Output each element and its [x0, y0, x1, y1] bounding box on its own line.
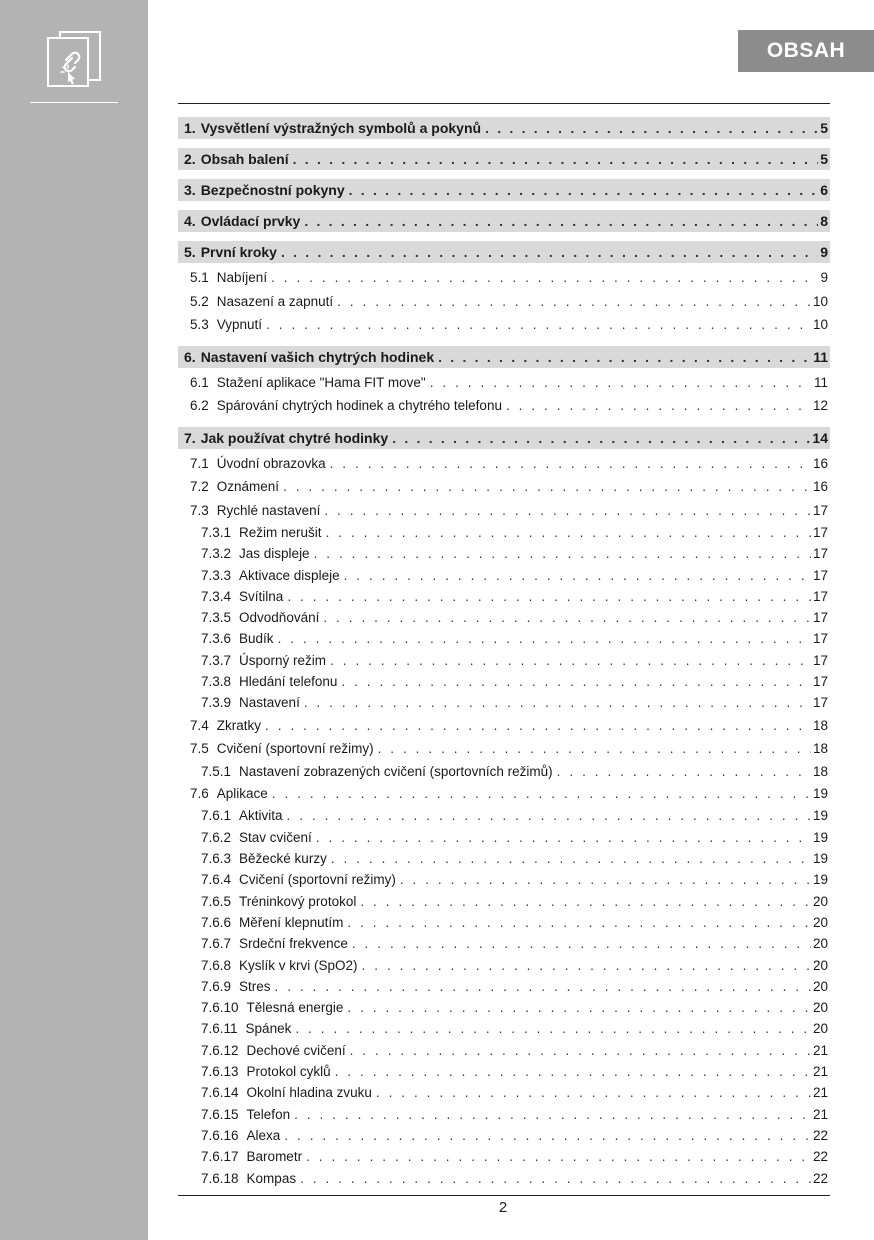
dot-leader [557, 761, 811, 782]
toc-entry-title: Odvodňování [239, 610, 320, 626]
toc-entry[interactable] [178, 543, 830, 564]
toc-entry[interactable] [178, 499, 830, 523]
dot-leader [323, 607, 811, 628]
toc-entry-page: 5 [820, 151, 828, 167]
toc-entry-label [190, 714, 265, 738]
dot-leader [347, 912, 811, 933]
toc-entry-page: 8 [820, 213, 828, 229]
dot-leader [347, 997, 811, 1018]
toc-entry-label [201, 565, 344, 586]
toc-entry[interactable] [178, 266, 830, 290]
toc-entry-page: 16 [812, 479, 828, 494]
toc-entry-title: Úvodní obrazovka [216, 455, 326, 471]
toc-entry-title: Stažení aplikace "Hama FIT move" [216, 374, 426, 390]
table-of-contents [178, 103, 830, 1189]
toc-chapter-entry[interactable] [178, 427, 830, 449]
toc-entry-label [201, 586, 287, 607]
dot-leader [392, 427, 810, 449]
toc-entry-page: 22 [812, 1127, 828, 1143]
toc-entry-page: 19 [812, 808, 828, 824]
toc-entry-page: 20 [812, 978, 828, 994]
toc-entry-label [184, 179, 349, 201]
toc-entry[interactable] [178, 976, 830, 997]
toc-entry-label [201, 1061, 335, 1082]
toc-entry-number: 7.5 [190, 741, 209, 757]
sidebar-divider [30, 102, 118, 103]
toc-entry-number: 7.3 [190, 502, 209, 518]
toc-entry-title: Režim nerušit [239, 525, 322, 540]
toc-entry-number: 1. [184, 120, 196, 136]
toc-entry-number: 7.6 [190, 785, 209, 801]
toc-entry-title: Dechové cvičení [246, 1042, 346, 1058]
section-title-tab: OBSAH [738, 30, 874, 72]
toc-entry-title: Bezpečnostní pokyny [200, 182, 345, 198]
toc-entry-page: 19 [812, 829, 828, 845]
toc-entry[interactable] [178, 1104, 830, 1125]
toc-entry-number: 7.3.9 [201, 695, 232, 711]
toc-entry-title: Obsah balení [200, 151, 289, 167]
toc-entry-number: 5. [184, 244, 196, 260]
dot-leader [304, 692, 811, 713]
toc-entry-number: 7.6.1 [201, 808, 232, 824]
toc-entry-page: 18 [812, 763, 828, 779]
toc-entry-number: 7.3.7 [201, 652, 232, 668]
toc-entry-number: 7.6.9 [201, 978, 232, 994]
toc-entry-title: Tréninkový protokol [239, 893, 357, 909]
toc-entry-number: 7.3.8 [201, 674, 232, 690]
toc-entry-title: Okolní hladina zvuku [246, 1085, 372, 1101]
dot-leader [287, 586, 811, 607]
dot-leader [281, 241, 818, 263]
toc-entry[interactable] [178, 671, 830, 692]
dot-leader [316, 827, 811, 848]
toc-entry-page: 21 [812, 1085, 828, 1101]
toc-entry-title: Cvičení (sportovní režimy) [239, 872, 396, 888]
toc-entry-number: 7.6.18 [201, 1170, 239, 1186]
toc-entry-title: Tělesná energie [246, 1000, 344, 1016]
toc-entry-label [201, 1168, 300, 1189]
toc-chapter-entry[interactable] [178, 148, 830, 170]
dot-leader [438, 346, 811, 368]
dot-leader [330, 650, 811, 671]
toc-entry-label [190, 394, 506, 418]
toc-entry-title: Aktivita [239, 808, 283, 824]
toc-entry[interactable] [178, 805, 830, 826]
dot-leader [283, 475, 811, 499]
toc-entry-number: 7.6.11 [201, 1021, 238, 1037]
toc-entry-page: 9 [820, 244, 828, 260]
toc-entry-number: 7.6.5 [201, 893, 232, 909]
toc-entry-label [201, 1040, 350, 1061]
toc-entry-title: Spárování chytrých hodinek a chytrého telefonu [216, 398, 502, 413]
dot-leader [341, 671, 811, 692]
toc-entry[interactable] [178, 1168, 830, 1189]
toc-entry[interactable] [178, 955, 830, 976]
toc-chapter-entry[interactable] [178, 179, 830, 201]
toc-entry-label [201, 671, 341, 692]
toc-entry-page: 17 [812, 525, 828, 540]
toc-entry-title: Cvičení (sportovní režimy) [216, 741, 374, 757]
toc-entry[interactable] [178, 827, 830, 848]
toc-entry-page: 17 [812, 610, 828, 626]
toc-entry-title: Alexa [246, 1127, 281, 1143]
toc-entry-title: Telefon [246, 1106, 291, 1122]
toc-entry-number: 6.2 [190, 398, 209, 413]
toc-entry-title: Jak používat chytré hodinky [200, 429, 389, 446]
dot-leader [271, 266, 818, 290]
dot-leader [266, 313, 811, 337]
toc-entry-page: 18 [812, 741, 828, 757]
toc-entry-label [201, 891, 360, 912]
toc-entry-number: 7.6.15 [201, 1106, 239, 1122]
toc-entry-number: 5.1 [190, 270, 209, 285]
toc-entry-page: 17 [812, 695, 828, 711]
toc-entry-number: 7.3.2 [201, 546, 232, 562]
toc-entry-page: 17 [812, 567, 828, 583]
toc-entry-number: 6. [184, 348, 196, 365]
toc-entry-page: 17 [812, 674, 828, 690]
toc-entry-number: 7.6.7 [201, 936, 232, 952]
toc-entry-number: 7.3.6 [201, 631, 232, 647]
dot-leader [295, 1018, 811, 1039]
toc-entry-page: 11 [813, 348, 828, 365]
toc-entry-title: Spánek [245, 1021, 292, 1037]
toc-entry-page: 17 [812, 652, 828, 668]
toc-entry-page: 20 [812, 957, 828, 973]
toc-entry-page: 12 [812, 398, 828, 413]
toc-entry[interactable] [178, 586, 830, 607]
toc-entry-page: 11 [813, 374, 828, 390]
toc-entry[interactable] [178, 313, 830, 337]
dot-leader [376, 1082, 811, 1103]
toc-entry-title: Aplikace [216, 785, 268, 801]
toc-entry[interactable] [178, 290, 830, 314]
dot-leader [284, 1125, 811, 1146]
toc-entry[interactable] [178, 997, 830, 1018]
toc-entry-number: 6.1 [190, 374, 209, 390]
toc-entry-page: 18 [812, 717, 828, 733]
toc-chapter-entry[interactable] [178, 346, 830, 368]
toc-entry-label [201, 976, 275, 997]
toc-entry-page: 19 [812, 785, 828, 801]
toc-entry-title: Nastavení vašich chytrých hodinek [200, 348, 435, 365]
toc-entry-number: 7.6.4 [201, 872, 232, 888]
toc-entry[interactable] [178, 933, 830, 954]
toc-entry-number: 7.6.13 [201, 1064, 239, 1080]
toc-entry-label [201, 1082, 376, 1103]
toc-entry-number: 7.6.3 [201, 851, 232, 867]
toc-entry-title: Svítilna [239, 588, 284, 604]
toc-entry[interactable] [178, 452, 830, 476]
dot-leader [400, 869, 811, 890]
toc-entry[interactable] [178, 371, 830, 395]
dot-leader [326, 522, 811, 543]
toc-entry-number: 7.6.10 [201, 1000, 239, 1016]
toc-entry-number: 7.6.6 [201, 914, 232, 930]
dot-leader [293, 148, 819, 170]
toc-entry-title: Srdeční frekvence [239, 936, 348, 952]
toc-entry[interactable] [178, 607, 830, 628]
toc-entry-page: 22 [812, 1170, 828, 1186]
toc-entry-number: 3. [184, 182, 196, 198]
toc-entry-number: 4. [184, 213, 196, 229]
toc-entry-page: 17 [812, 588, 828, 604]
toc-entry-title: Vypnutí [216, 317, 263, 332]
toc-entry-page: 5 [820, 120, 828, 136]
toc-entry[interactable] [178, 848, 830, 869]
toc-entry-label [201, 997, 347, 1018]
toc-entry-page: 21 [812, 1064, 828, 1080]
toc-entry-number: 7.3.5 [201, 610, 232, 626]
toc-entry-label [190, 475, 283, 499]
toc-entry-page: 10 [812, 293, 828, 309]
toc-entry-title: Nabíjení [216, 270, 268, 285]
toc-entry-label [201, 1018, 295, 1039]
dot-leader [335, 1061, 811, 1082]
toc-entry-page: 17 [812, 546, 828, 562]
toc-entry-number: 5.2 [190, 293, 209, 309]
toc-entry-number: 7. [184, 429, 196, 446]
toc-entry-label [190, 371, 430, 395]
toc-entry-page: 9 [820, 270, 828, 285]
toc-entry-title: Měření klepnutím [239, 914, 344, 930]
toc-entry-title: Kompas [246, 1170, 297, 1186]
sidebar [0, 0, 148, 1240]
toc-entry-label [201, 848, 331, 869]
toc-entry-title: Stres [239, 978, 271, 994]
toc-entry-title: Kyslík v krvi (SpO2) [239, 957, 358, 973]
toc-entry-number: 7.6.2 [201, 829, 232, 845]
toc-entry-label [201, 1146, 306, 1167]
toc-entry-label [190, 266, 271, 290]
toc-entry-number: 7.6.12 [201, 1042, 239, 1058]
toc-entry-number: 7.6.16 [201, 1127, 239, 1143]
toc-entry[interactable] [178, 692, 830, 713]
toc-entry-label [190, 737, 378, 761]
toc-entry-label [184, 346, 438, 368]
toc-entry[interactable] [178, 714, 830, 738]
toc-entry-title: Protokol cyklů [246, 1064, 331, 1080]
toc-entry[interactable] [178, 869, 830, 890]
dot-leader [300, 1168, 811, 1189]
dot-leader [265, 714, 811, 738]
toc-entry-page: 17 [812, 631, 828, 647]
toc-entry-number: 2. [184, 151, 196, 167]
toc-entry-label [184, 117, 485, 139]
toc-entry[interactable] [178, 1082, 830, 1103]
toc-entry[interactable] [178, 912, 830, 933]
toc-entry-title: Hledání telefonu [239, 674, 338, 690]
footer-divider [178, 1195, 830, 1196]
toc-chapter-entry[interactable] [178, 117, 830, 139]
toc-entry-number: 7.4 [190, 717, 209, 733]
toc-entry-title: Jas displeje [239, 546, 310, 562]
toc-entry-title: Úsporný režim [239, 652, 327, 668]
toc-entry[interactable] [178, 1061, 830, 1082]
toc-entry-number: 7.5.1 [201, 763, 232, 779]
toc-entry-title: Zkratky [216, 717, 262, 733]
toc-entry[interactable] [178, 1040, 830, 1061]
dot-leader [287, 805, 811, 826]
toc-entry-page: 19 [812, 872, 828, 888]
dot-leader [352, 933, 811, 954]
dot-leader [275, 976, 811, 997]
toc-entry[interactable] [178, 650, 830, 671]
toc-entry-title: Oznámení [216, 479, 280, 494]
dot-leader [360, 891, 811, 912]
toc-entry-label [201, 1104, 294, 1125]
toc-entry-page: 20 [812, 1000, 828, 1016]
toc-entry-label [190, 782, 272, 806]
toc-entry-title: Barometr [246, 1149, 303, 1165]
dot-leader [506, 394, 811, 418]
toc-entry-label [184, 427, 392, 449]
dot-leader [272, 782, 811, 806]
toc-entry-number: 5.3 [190, 317, 209, 332]
page-number: 2 [498, 1199, 508, 1216]
toc-entry[interactable] [178, 1146, 830, 1167]
toc-entry-label [201, 522, 326, 543]
toc-entry-label [201, 628, 278, 649]
toc-entry-page: 6 [820, 182, 828, 198]
toc-entry-label [184, 148, 293, 170]
toc-entry-title: Nasazení a zapnutí [216, 293, 334, 309]
toc-entry-number: 7.3.1 [201, 525, 232, 540]
toc-entry-label [201, 869, 400, 890]
toc-entry-label [201, 955, 362, 976]
toc-entry-title: Stav cvičení [239, 829, 312, 845]
dot-leader [485, 117, 818, 139]
dot-leader [294, 1104, 811, 1125]
toc-entry-number: 7.6.14 [201, 1085, 239, 1101]
toc-entry-number: 7.6.17 [201, 1149, 239, 1165]
toc-entry-label [201, 607, 323, 628]
toc-entry-title: Ovládací prvky [200, 213, 301, 229]
toc-entry-label [184, 210, 304, 232]
toc-entry-label [190, 290, 337, 314]
toc-entry-page: 14 [812, 429, 828, 446]
dot-leader [314, 543, 811, 564]
toc-entry-label [201, 912, 347, 933]
toc-entry-label [190, 313, 266, 337]
toc-entry-page: 21 [812, 1042, 828, 1058]
toc-entry[interactable] [178, 737, 830, 761]
dot-leader [331, 848, 811, 869]
toc-entry[interactable] [178, 1125, 830, 1146]
toc-entry-title: Vysvětlení výstražných symbolů a pokynů [200, 120, 482, 136]
toc-entry-title: Aktivace displeje [239, 567, 340, 583]
toc-entry-title: První kroky [200, 244, 277, 260]
toc-entry-label [201, 827, 316, 848]
dot-leader [330, 452, 811, 476]
toc-entry-title: Rychlé nastavení [216, 502, 321, 518]
toc-entry-page: 20 [812, 936, 828, 952]
toc-entry-number: 7.1 [190, 455, 209, 471]
toc-entry-label [184, 241, 281, 263]
toc-entry-label [201, 933, 352, 954]
toc-entry[interactable] [178, 475, 830, 499]
dot-leader [306, 1146, 811, 1167]
dot-leader [362, 955, 811, 976]
toc-entry-label [201, 650, 330, 671]
dot-leader [324, 499, 811, 523]
toc-entry[interactable] [178, 782, 830, 806]
toc-entry-page: 20 [812, 1021, 828, 1037]
toc-entry-number: 7.3.4 [201, 588, 232, 604]
toc-entry-label [201, 805, 287, 826]
toc-chapter-entry[interactable] [178, 210, 830, 232]
toc-entry-label [201, 692, 304, 713]
toc-entry-page: 21 [812, 1106, 828, 1122]
toc-chapter-entry[interactable] [178, 241, 830, 263]
toc-entry-label [190, 499, 324, 523]
toc-entry[interactable] [178, 522, 830, 543]
toc-entry-page: 10 [812, 317, 828, 332]
toc-entry-title: Budík [239, 631, 274, 647]
dot-leader [430, 371, 812, 395]
toc-entry-title: Nastavení zobrazených cvičení (sportovních režimů) [239, 763, 553, 779]
dot-leader [344, 565, 811, 586]
document-link-icon [44, 28, 104, 88]
toc-entry-page: 20 [812, 914, 828, 930]
toc-entry-label [201, 761, 557, 782]
toc-entry[interactable] [178, 565, 830, 586]
toc-entry-page: 19 [812, 851, 828, 867]
toc-entry-number: 7.2 [190, 479, 209, 494]
toc-entry-label [201, 543, 314, 564]
toc-entry-page: 20 [812, 893, 828, 909]
toc-entry-page: 22 [812, 1149, 828, 1165]
toc-entry-label [201, 1125, 284, 1146]
toc-entry[interactable] [178, 761, 830, 782]
dot-leader [349, 179, 819, 201]
toc-entry-page: 17 [812, 502, 828, 518]
toc-entry[interactable] [178, 394, 830, 418]
dot-leader [337, 290, 811, 314]
toc-entry-label [190, 452, 330, 476]
toc-entry-title: Nastavení [239, 695, 300, 711]
toc-entry-title: Běžecké kurzy [239, 851, 327, 867]
dot-leader [350, 1040, 811, 1061]
toc-entry[interactable] [178, 628, 830, 649]
dot-leader [278, 628, 811, 649]
toc-entry-number: 7.6.8 [201, 957, 232, 973]
dot-leader [378, 737, 811, 761]
toc-entry-page: 16 [812, 455, 828, 471]
dot-leader [304, 210, 818, 232]
toc-entry[interactable] [178, 891, 830, 912]
toc-entry-number: 7.3.3 [201, 567, 232, 583]
toc-entry[interactable] [178, 1018, 830, 1039]
